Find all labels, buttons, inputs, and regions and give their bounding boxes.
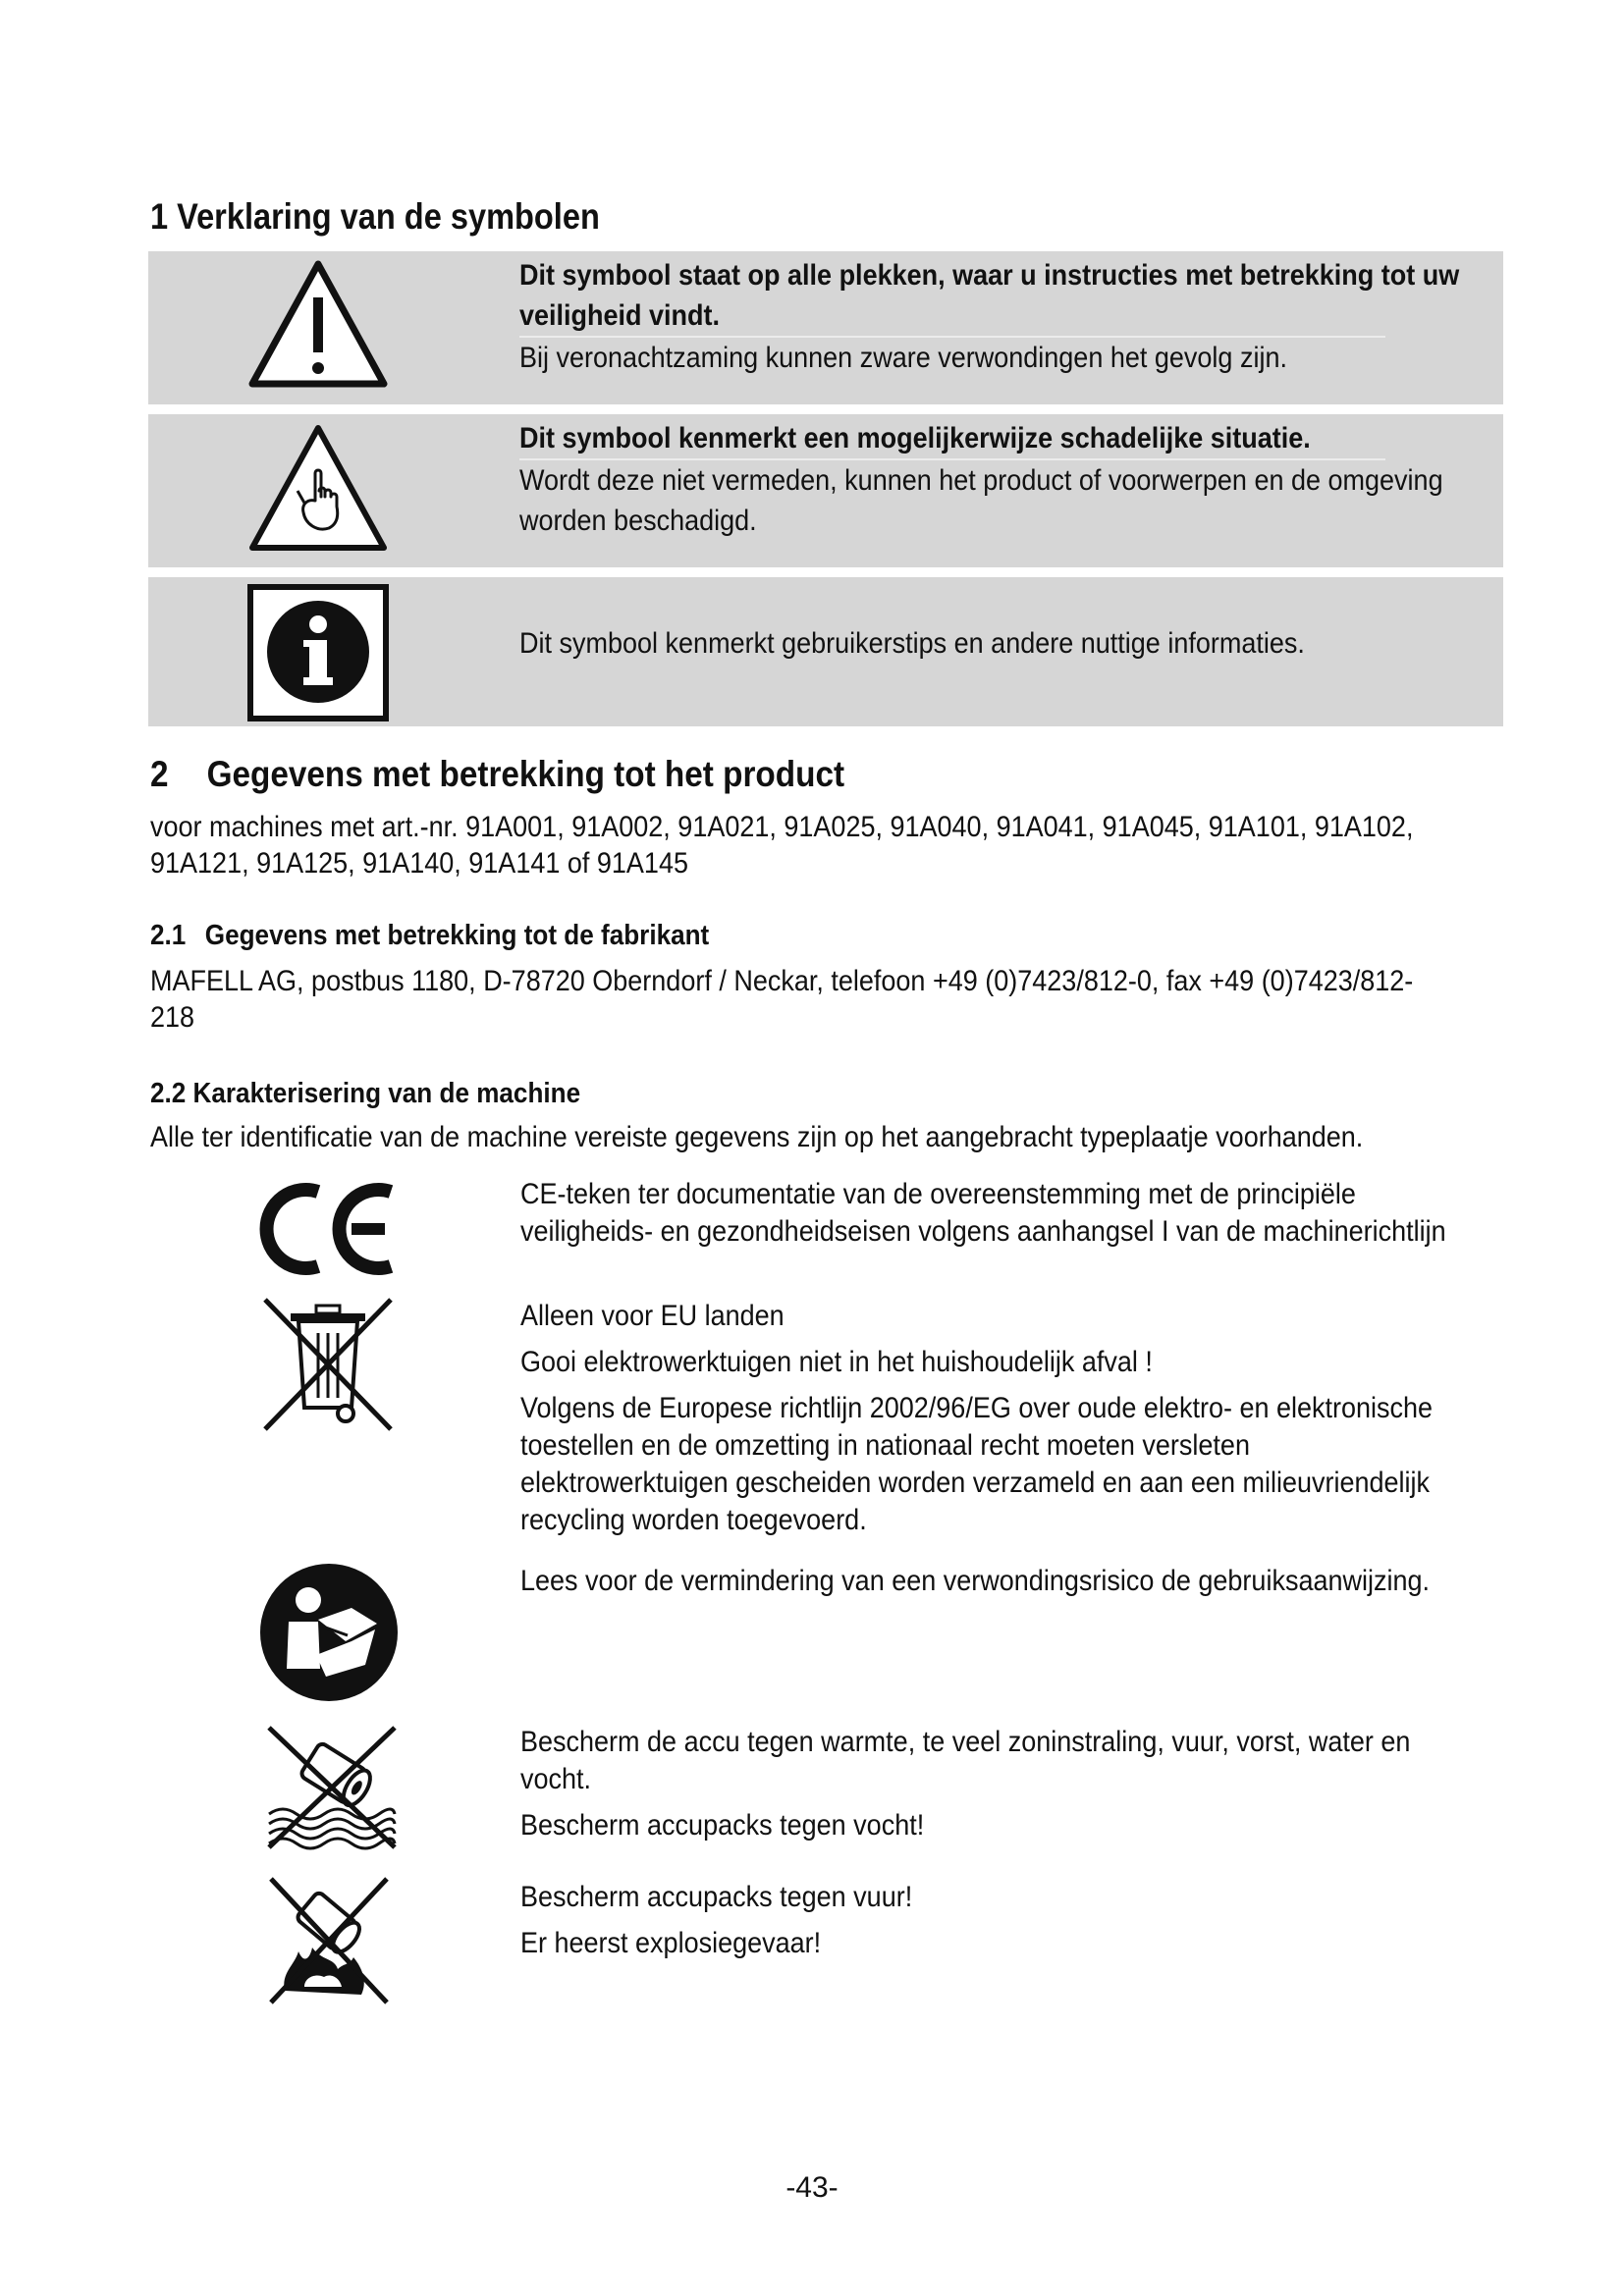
weee-line3a: Volgens de Europese richtlijn 2002/96/EG over oude elektro- en elektronische xyxy=(520,1392,1434,1424)
no-fire-line1: Bescherm accupacks tegen vuur! xyxy=(520,1881,913,1913)
weee-bin-icon xyxy=(259,1294,397,1435)
page-number: -43- xyxy=(785,2171,839,2204)
info-icon xyxy=(246,583,390,722)
weee-line2: Gooi elektrowerktuigen niet in het huishoudelijk afval ! xyxy=(520,1346,1153,1378)
no-heat-water-line1a: Bescherm de accu tegen warmte, te veel zoninstraling, vuur, vorst, water en xyxy=(520,1726,1411,1758)
no-heat-water-line2: Bescherm accupacks tegen vocht! xyxy=(520,1809,925,1842)
no-heat-water-line1b: vocht. xyxy=(520,1763,592,1795)
symbol-caution-text-2: worden beschadigd. xyxy=(519,505,757,537)
weee-line3d: recycling worden toegevoerd. xyxy=(520,1504,867,1536)
no-fire-text xyxy=(520,1879,912,1962)
section21-heading xyxy=(150,920,709,952)
section21-title: Gegevens met betrekking tot de fabrikant xyxy=(204,920,710,951)
section2-number: 2 xyxy=(150,754,169,794)
section1-heading: 1 Verklaring van de symbolen xyxy=(150,196,600,237)
section2-paragraph xyxy=(150,809,1413,881)
ce-mark-text xyxy=(520,1176,1446,1251)
section22-heading: 2.2 Karakterisering van de machine xyxy=(150,1078,581,1109)
section22-intro: Alle ter identificatie van de machine vereiste gegevens zijn op het aangebracht typeplaatje voorhanden. xyxy=(150,1121,1364,1153)
weee-line3b: toestellen en de omzetting in nationaal recht moeten versleten xyxy=(520,1429,1250,1462)
ce-mark-line2: veiligheids- en gezondheidseisen volgens aanhangsel I van de machinerichtlijn xyxy=(520,1215,1446,1248)
no-fire-line2: Er heerst explosiegevaar! xyxy=(520,1927,822,1959)
ce-mark-line1: CE-teken ter documentatie van de overeenstemming met de principiële xyxy=(520,1178,1356,1210)
symbol-warning-bold-2: veiligheid vindt. xyxy=(519,299,721,332)
section2-line2: 91A121, 91A125, 91A140, 91A141 of 91A145 xyxy=(150,847,688,880)
section2-heading xyxy=(150,754,844,795)
no-fire-icon xyxy=(265,1875,393,2006)
no-heat-water-text xyxy=(520,1724,1410,1844)
symbol-box-caution xyxy=(148,414,1503,567)
weee-text xyxy=(520,1298,1433,1539)
section2-title: Gegevens met betrekking tot het product xyxy=(206,754,845,794)
symbol-box-warning xyxy=(148,251,1503,404)
section21-line2: 218 xyxy=(150,1001,195,1034)
warning-exclamation-icon xyxy=(246,258,390,392)
symbol-caution-bold: Dit symbool kenmerkt een mogelijkerwijze schadelijke situatie. xyxy=(519,422,1311,454)
weee-line3c: elektrowerktuigen gescheiden worden verzameld en aan een milieuvriendelijk xyxy=(520,1467,1431,1499)
section21-line1: MAFELL AG, postbus 1180, D-78720 Oberndorf / Neckar, telefoon +49 (0)7423/812-0, fax +49 (0)7423/812- xyxy=(150,965,1414,997)
symbol-info-text: Dit symbool kenmerkt gebruikerstips en andere nuttige informaties. xyxy=(519,627,1305,660)
symbol-box-info xyxy=(148,577,1503,726)
read-manual-icon xyxy=(257,1561,401,1704)
section21-number: 2.1 xyxy=(150,920,187,951)
no-heat-water-icon xyxy=(261,1724,399,1851)
section21-paragraph xyxy=(150,963,1413,1036)
section2-line1: voor machines met art.-nr. 91A001, 91A002, 91A021, 91A025, 91A040, 91A041, 91A045, 91A101, 91A102, xyxy=(150,811,1414,843)
ce-mark-icon xyxy=(257,1178,401,1280)
symbol-warning-text: Bij veronachtzaming kunnen zware verwondingen het gevolg zijn. xyxy=(519,336,1385,378)
symbol-caution-text: Wordt deze niet vermeden, kunnen het product of voorwerpen en de omgeving xyxy=(519,458,1385,501)
weee-line1: Alleen voor EU landen xyxy=(520,1300,785,1332)
read-manual-text xyxy=(520,1563,1430,1600)
warning-hand-icon xyxy=(246,422,390,556)
symbol-warning-bold: Dit symbool staat op alle plekken, waar u instructies met betrekking tot uw xyxy=(519,259,1460,292)
read-manual-line1: Lees voor de vermindering van een verwondingsrisico de gebruiksaanwijzing. xyxy=(520,1565,1431,1597)
